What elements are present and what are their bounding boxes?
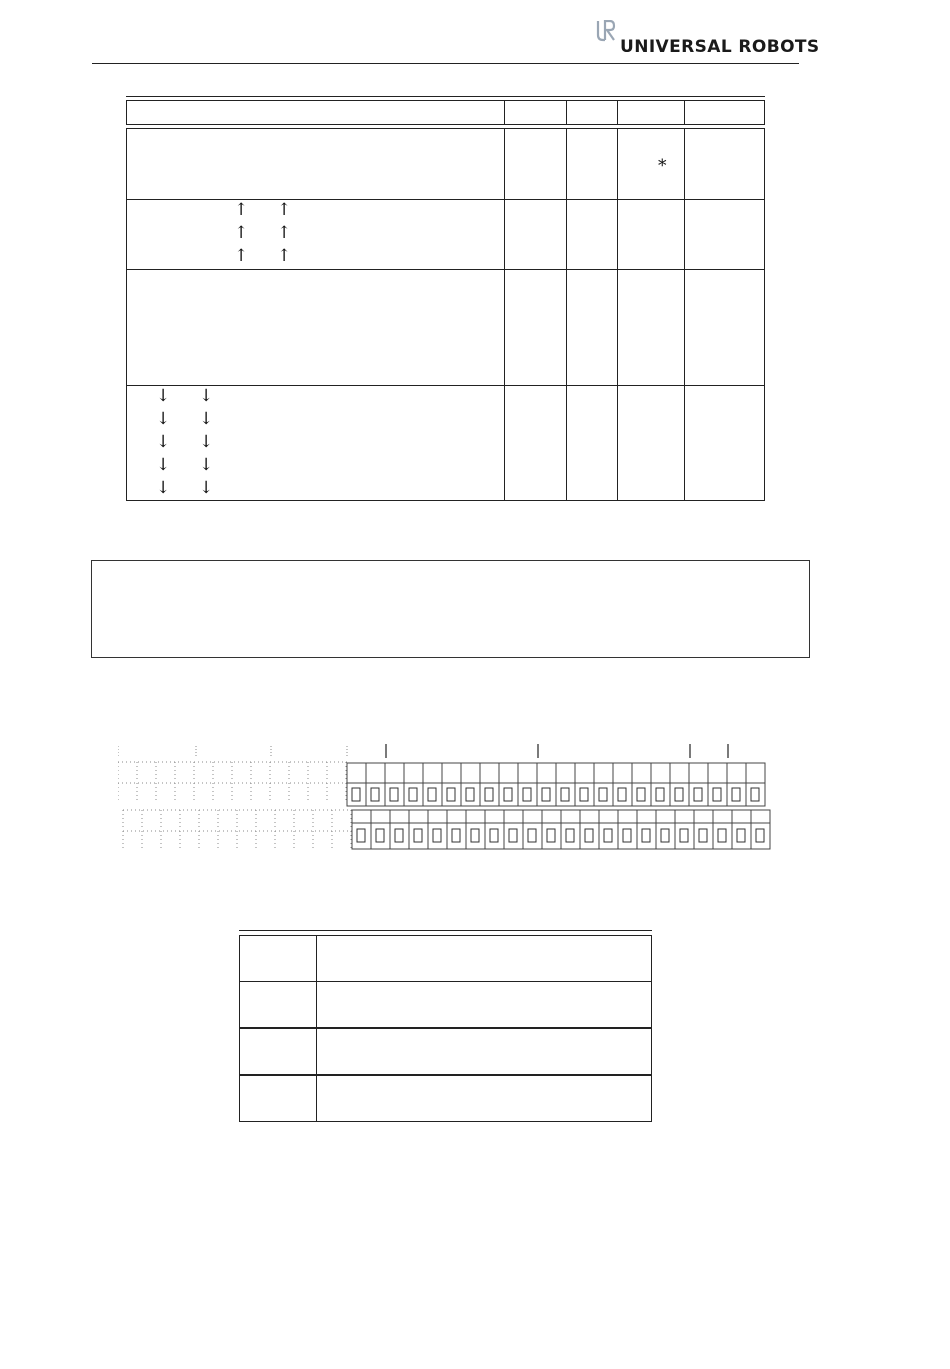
note-box [91, 560, 810, 658]
bit-cell [537, 783, 556, 806]
bit-cell [423, 763, 442, 783]
bit-cell [561, 810, 580, 823]
bit-glyph [580, 788, 588, 801]
bit-cell [499, 783, 518, 806]
bit-cell [708, 783, 727, 806]
col-divider [617, 128, 618, 501]
down-arrow-icon: ↓ [156, 386, 171, 406]
table-top-rule [126, 96, 765, 97]
bit-cell [751, 810, 770, 823]
bit-cell [618, 823, 637, 849]
bit-glyph [528, 829, 536, 842]
bit-glyph [509, 829, 517, 842]
register-svg [118, 740, 778, 855]
row-divider [126, 199, 765, 200]
bit-glyph [409, 788, 417, 801]
spec-table [126, 96, 765, 501]
down-arrow-icon: ↓ [156, 409, 171, 429]
bit-cell [390, 810, 409, 823]
up-arrow-icon: ↑ [277, 200, 292, 220]
bit-cell [461, 763, 480, 783]
bit-cell [599, 810, 618, 823]
bit-glyph [447, 788, 455, 801]
bit-cell [656, 823, 675, 849]
bit-cell [727, 763, 746, 783]
bit-cell [594, 783, 613, 806]
bit-glyph [561, 788, 569, 801]
spec-header-row [126, 100, 765, 125]
table-row [239, 1075, 652, 1122]
bit-cell [694, 823, 713, 849]
bit-cell [561, 823, 580, 849]
bit-cell [518, 763, 537, 783]
down-arrow-icon: ↓ [199, 455, 214, 475]
bit-cell [542, 823, 561, 849]
bit-glyph [637, 788, 645, 801]
col-divider [617, 100, 618, 125]
bit-cell [708, 763, 727, 783]
bit-cell [428, 823, 447, 849]
ur-logo-icon [596, 20, 616, 46]
row-divider [126, 385, 765, 386]
table-row [239, 981, 652, 1028]
bit-cell [466, 823, 485, 849]
legend-table [239, 930, 652, 1123]
bit-glyph [428, 788, 436, 801]
bit-glyph [599, 788, 607, 801]
bit-cell [732, 810, 751, 823]
bit-cell [499, 763, 518, 783]
col-divider [316, 982, 317, 1027]
table-row [239, 935, 652, 982]
bit-glyph [623, 829, 631, 842]
bit-cell [347, 783, 366, 806]
bit-cell [580, 823, 599, 849]
bit-glyph [585, 829, 593, 842]
header-rule [92, 63, 799, 64]
col-divider [566, 128, 567, 501]
bit-cell [751, 823, 770, 849]
bit-cell [613, 783, 632, 806]
bit-cell [504, 810, 523, 823]
bit-cell [727, 783, 746, 806]
bit-cell [637, 823, 656, 849]
bit-glyph [452, 829, 460, 842]
bit-glyph [542, 788, 550, 801]
bit-cell [556, 763, 575, 783]
bit-cell [575, 783, 594, 806]
up-arrow-icon: ↑ [234, 246, 249, 266]
bit-cell [580, 810, 599, 823]
register-diagram [118, 740, 778, 855]
bit-cell [518, 783, 537, 806]
bit-glyph [471, 829, 479, 842]
bit-glyph [718, 829, 726, 842]
bit-cell [670, 783, 689, 806]
row-divider [126, 269, 765, 270]
bit-glyph [433, 829, 441, 842]
bit-cell [466, 810, 485, 823]
bit-glyph [357, 829, 365, 842]
bit-glyph [680, 829, 688, 842]
bit-cell [390, 823, 409, 849]
col-divider [684, 128, 685, 501]
bit-glyph [675, 788, 683, 801]
bit-cell [575, 763, 594, 783]
down-arrow-icon: ↓ [199, 432, 214, 452]
bit-glyph [642, 829, 650, 842]
bit-cell [713, 810, 732, 823]
down-arrow-icon: ↓ [156, 478, 171, 498]
bit-cell [632, 763, 651, 783]
bit-cell [599, 823, 618, 849]
bit-glyph [566, 829, 574, 842]
bit-glyph [504, 788, 512, 801]
bit-cell [713, 823, 732, 849]
col-divider [684, 100, 685, 125]
bit-glyph [395, 829, 403, 842]
bit-cell [632, 783, 651, 806]
bit-cell [371, 823, 390, 849]
down-arrow-icon: ↓ [199, 386, 214, 406]
col-divider [504, 100, 505, 125]
up-arrow-icon: ↑ [277, 223, 292, 243]
up-arrow-icon: ↑ [234, 223, 249, 243]
bit-cell [409, 810, 428, 823]
down-arrow-icon: ↓ [199, 409, 214, 429]
bit-cell [651, 763, 670, 783]
bit-cell [461, 783, 480, 806]
bit-cell [404, 783, 423, 806]
bit-glyph [490, 829, 498, 842]
bit-cell [423, 783, 442, 806]
bit-glyph [523, 788, 531, 801]
brand-wordmark: UNIVERSAL ROBOTS [620, 37, 820, 57]
bit-glyph [604, 829, 612, 842]
bit-cell [523, 810, 542, 823]
up-arrow-icon: ↑ [277, 246, 292, 266]
bit-cell [409, 823, 428, 849]
bit-cell [442, 783, 461, 806]
bit-cell [675, 810, 694, 823]
bit-glyph [485, 788, 493, 801]
down-arrow-icon: ↓ [199, 478, 214, 498]
bit-cell [352, 823, 371, 849]
bit-cell [694, 810, 713, 823]
bit-cell [537, 763, 556, 783]
bit-glyph [699, 829, 707, 842]
bit-glyph [756, 829, 764, 842]
bit-cell [651, 783, 670, 806]
bit-cell [689, 763, 708, 783]
bit-glyph [661, 829, 669, 842]
bit-glyph [390, 788, 398, 801]
bit-cell [746, 783, 765, 806]
bit-cell [347, 763, 366, 783]
bit-cell [447, 823, 466, 849]
col-divider [316, 1076, 317, 1121]
bit-cell [675, 823, 694, 849]
bit-cell [732, 823, 751, 849]
bit-cell [366, 783, 385, 806]
bit-glyph [376, 829, 384, 842]
bit-cell [352, 810, 371, 823]
bit-cell [485, 823, 504, 849]
footnote-mark: * [658, 156, 667, 176]
bit-cell [637, 810, 656, 823]
bit-glyph [414, 829, 422, 842]
bit-cell [594, 763, 613, 783]
bit-glyph [547, 829, 555, 842]
bit-glyph [751, 788, 759, 801]
bit-glyph [466, 788, 474, 801]
bit-cell [442, 763, 461, 783]
bit-cell [523, 823, 542, 849]
bit-glyph [713, 788, 721, 801]
bit-cell [366, 763, 385, 783]
bit-glyph [618, 788, 626, 801]
bit-glyph [371, 788, 379, 801]
bit-cell [556, 783, 575, 806]
up-arrow-icon: ↑ [234, 200, 249, 220]
bit-cell [746, 763, 765, 783]
col-divider [566, 100, 567, 125]
spec-body [126, 128, 765, 501]
bit-cell [618, 810, 637, 823]
bit-cell [385, 763, 404, 783]
col-divider [316, 936, 317, 981]
bit-cell [656, 810, 675, 823]
bit-cell [447, 810, 466, 823]
col-divider [504, 128, 505, 501]
bit-glyph [694, 788, 702, 801]
bit-cell [670, 763, 689, 783]
bit-cell [613, 763, 632, 783]
down-arrow-icon: ↓ [156, 432, 171, 452]
bit-cell [480, 783, 499, 806]
col-divider [316, 1029, 317, 1074]
table-row [239, 1028, 652, 1075]
bit-cell [385, 783, 404, 806]
bit-glyph [737, 829, 745, 842]
bit-glyph [732, 788, 740, 801]
bit-cell [504, 823, 523, 849]
bit-cell [371, 810, 390, 823]
bit-cell [428, 810, 447, 823]
down-arrow-icon: ↓ [156, 455, 171, 475]
bit-cell [689, 783, 708, 806]
bit-cell [485, 810, 504, 823]
bit-glyph [352, 788, 360, 801]
bit-cell [542, 810, 561, 823]
table-top-rule [239, 930, 652, 931]
bit-cell [404, 763, 423, 783]
bit-cell [480, 763, 499, 783]
bit-glyph [656, 788, 664, 801]
